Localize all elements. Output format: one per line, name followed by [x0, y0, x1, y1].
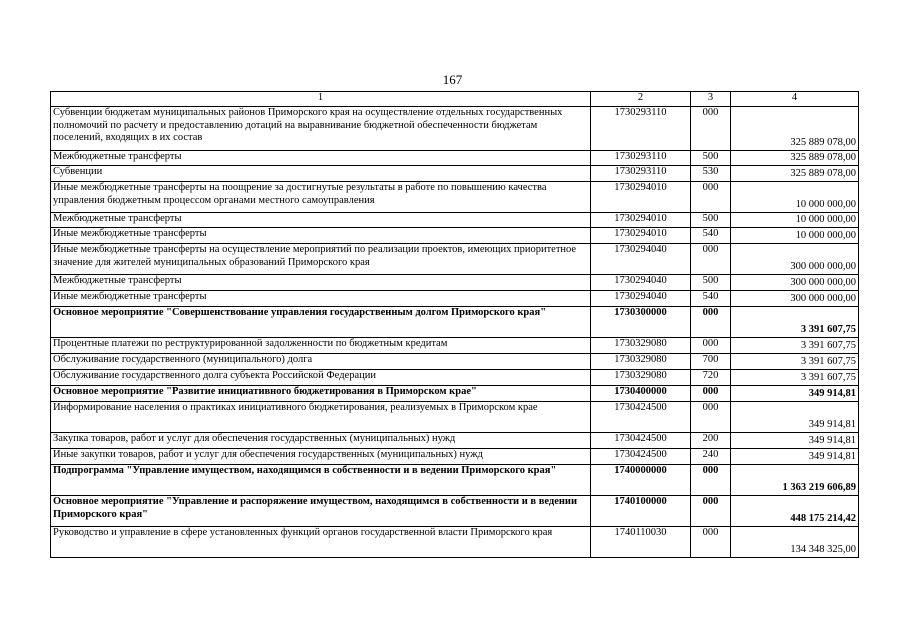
- table-row: [51, 291, 859, 307]
- row-name: Основное мероприятие "Совершенствование управления государственным долгом Приморского края": [51, 307, 591, 338]
- row-name: Руководство и управление в сфере установленных функций органов государственной власти Приморского края: [51, 527, 591, 558]
- table-row: [51, 213, 859, 228]
- table-row: [51, 228, 859, 244]
- row-amount: 325 889 078,00: [731, 107, 859, 151]
- row-amount: 349 914,81: [731, 433, 859, 449]
- table-row: [51, 354, 859, 370]
- header-row: [51, 92, 859, 107]
- row-type: 000: [691, 465, 731, 496]
- row-amount: 3 391 607,75: [731, 370, 859, 386]
- column-header-3: 3: [691, 92, 731, 107]
- row-name: Межбюджетные трансферты: [51, 213, 591, 228]
- row-amount: 325 889 078,00: [731, 151, 859, 166]
- row-code: 1730294010: [591, 213, 691, 228]
- row-amount: 300 000 000,00: [731, 291, 859, 307]
- row-code: 1730424500: [591, 402, 691, 433]
- row-code: 1730294040: [591, 275, 691, 291]
- row-code: 1730329080: [591, 370, 691, 386]
- table-row: [51, 338, 859, 354]
- row-type: 000: [691, 182, 731, 213]
- row-name: Подпрограмма "Управление имуществом, находящимся в собственности и в ведении Приморского края": [51, 465, 591, 496]
- row-type: 530: [691, 166, 731, 182]
- table-row: [51, 402, 859, 433]
- row-code: 1730294010: [591, 182, 691, 213]
- row-code: 1730424500: [591, 433, 691, 449]
- row-code: 1730329080: [591, 354, 691, 370]
- column-header-2: 2: [591, 92, 691, 107]
- table-row: [51, 182, 859, 213]
- row-code: 1730294040: [591, 291, 691, 307]
- table-row: [51, 275, 859, 291]
- row-amount: 10 000 000,00: [731, 182, 859, 213]
- row-code: 1740110030: [591, 527, 691, 558]
- row-name: Основное мероприятие "Развитие инициативного бюджетирования в Приморском крае": [51, 386, 591, 402]
- row-name: Закупка товаров, работ и услуг для обеспечения государственных (муниципальных) нужд: [51, 433, 591, 449]
- row-type: 000: [691, 107, 731, 151]
- row-name: Межбюджетные трансферты: [51, 151, 591, 166]
- row-code: 1730400000: [591, 386, 691, 402]
- row-name: Иные межбюджетные трансферты на поощрение за достигнутые результаты в работе по повышению качества управления бюджетным процессом органами местного самоуправления: [51, 182, 591, 213]
- row-code: 1730424500: [591, 449, 691, 465]
- row-amount: 3 391 607,75: [731, 338, 859, 354]
- row-amount: 325 889 078,00: [731, 166, 859, 182]
- budget-table-body: [51, 92, 859, 558]
- row-code: 1730293110: [591, 166, 691, 182]
- row-type: 200: [691, 433, 731, 449]
- row-type: 500: [691, 151, 731, 166]
- row-type: 000: [691, 338, 731, 354]
- row-name: Субвенции бюджетам муниципальных районов Приморского края на осуществление отдельных государственных полномочий по расчету и предоставлению дотаций на выравнивание бюджетной обеспеченности бюджетам поселений, входящих в их состав: [51, 107, 591, 151]
- row-type: 540: [691, 291, 731, 307]
- row-amount: 300 000 000,00: [731, 275, 859, 291]
- table-row: [51, 449, 859, 465]
- row-amount: 10 000 000,00: [731, 213, 859, 228]
- row-code: 1740000000: [591, 465, 691, 496]
- row-type: 000: [691, 402, 731, 433]
- row-code: 1730293110: [591, 151, 691, 166]
- table-row: [51, 527, 859, 558]
- row-name: Информирование населения о практиках инициативного бюджетирования, реализуемых в Приморском крае: [51, 402, 591, 433]
- row-code: 1730300000: [591, 307, 691, 338]
- row-code: 1730294010: [591, 228, 691, 244]
- row-type: 000: [691, 496, 731, 527]
- row-name: Иные межбюджетные трансферты: [51, 228, 591, 244]
- row-name: Обслуживание государственного долга субъекта Российской Федерации: [51, 370, 591, 386]
- row-name: Субвенции: [51, 166, 591, 182]
- row-name: Процентные платежи по реструктурированной задолженности по бюджетным кредитам: [51, 338, 591, 354]
- row-code: 1730294040: [591, 244, 691, 275]
- row-name: Иные межбюджетные трансферты на осуществление мероприятий по реализации проектов, имеющих приоритетное значение для жителей муниципальных образований Приморского края: [51, 244, 591, 275]
- row-name: Основное мероприятие "Управление и распоряжение имуществом, находящимся в собственности и в ведении Приморского края": [51, 496, 591, 527]
- table-row: [51, 370, 859, 386]
- row-name: Межбюджетные трансферты: [51, 275, 591, 291]
- table-row: [51, 244, 859, 275]
- row-code: 1730329080: [591, 338, 691, 354]
- row-amount: 349 914,81: [731, 386, 859, 402]
- row-amount: 3 391 607,75: [731, 307, 859, 338]
- row-type: 000: [691, 307, 731, 338]
- table-row: [51, 465, 859, 496]
- row-amount: 3 391 607,75: [731, 354, 859, 370]
- row-type: 700: [691, 354, 731, 370]
- row-code: 1740100000: [591, 496, 691, 527]
- table-row: [51, 307, 859, 338]
- table-row: [51, 496, 859, 527]
- column-header-4: 4: [731, 92, 859, 107]
- row-amount: 349 914,81: [731, 449, 859, 465]
- column-header-1: 1: [51, 92, 591, 107]
- table-row: [51, 151, 859, 166]
- row-type: 000: [691, 386, 731, 402]
- row-type: 240: [691, 449, 731, 465]
- table-row: [51, 386, 859, 402]
- table-row: [51, 433, 859, 449]
- table-row: [51, 166, 859, 182]
- page-number: 167: [442, 72, 463, 87]
- row-amount: 300 000 000,00: [731, 244, 859, 275]
- row-type: 500: [691, 213, 731, 228]
- row-name: Иные межбюджетные трансферты: [51, 291, 591, 307]
- row-type: 500: [691, 275, 731, 291]
- row-amount: 448 175 214,42: [731, 496, 859, 527]
- row-amount: 1 363 219 606,89: [731, 465, 859, 496]
- table-row: [51, 107, 859, 151]
- budget-table: [50, 91, 859, 558]
- row-name: Обслуживание государственного (муниципального) долга: [51, 354, 591, 370]
- row-type: 000: [691, 527, 731, 558]
- row-type: 000: [691, 244, 731, 275]
- row-amount: 134 348 325,00: [731, 527, 859, 558]
- row-amount: 10 000 000,00: [731, 228, 859, 244]
- row-amount: 349 914,81: [731, 402, 859, 433]
- row-name: Иные закупки товаров, работ и услуг для обеспечения государственных (муниципальных) нужд: [51, 449, 591, 465]
- row-type: 540: [691, 228, 731, 244]
- row-type: 720: [691, 370, 731, 386]
- row-code: 1730293110: [591, 107, 691, 151]
